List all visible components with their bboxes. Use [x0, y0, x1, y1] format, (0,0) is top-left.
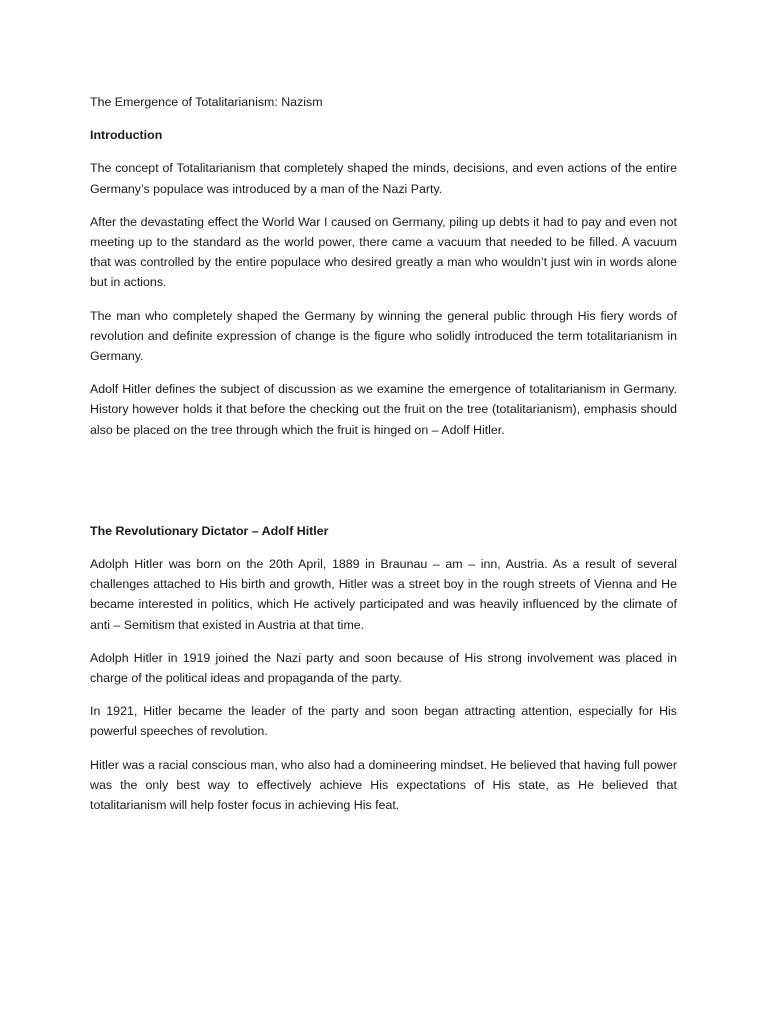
paragraph: Hitler was a racial conscious man, who also had a domineering mindset. He believed that having full power was the only best way to effectively achieve His expectations of His state, as He believed that totalitarianism will help foster focus in achieving His feat.: [90, 757, 677, 813]
paragraph: After the devastating effect the World War I caused on Germany, piling up debts it had to pay and even not meeting up to the standard as the world power, there came a vacuum that needed to be filled. A vacuum that was controlled by the entire populace who desired greatly a man who wouldn’t just win in words alone but in actions.: [90, 214, 677, 290]
document-body: [90, 92, 677, 828]
section-heading-revolutionary-dictator: The Revolutionary Dictator – Adolf Hitler: [90, 523, 329, 538]
document-title: The Emergence of Totalitarianism: Nazism: [90, 95, 323, 109]
section-heading-introduction: Introduction: [90, 128, 163, 143]
paragraph: Adolph Hitler was born on the 20th April, 1889 in Braunau – am – inn, Austria. As a result of several challenges attached to His birth and growth, Hitler was a street boy in the rough streets of Vienna and He became interested in politics, which He actively participated and was heavily influenced by the climate of anti – Semitism that existed in Austria at that time.: [90, 557, 677, 632]
section-spacer: [90, 453, 677, 521]
paragraph: Adolph Hitler in 1919 joined the Nazi party and soon because of His strong involvement was placed in charge of the political ideas and propaganda of the party.: [90, 650, 677, 686]
paragraph: The man who completely shaped the Germany by winning the general public through His fiery words of revolution and definite expression of change is the figure who solidly introduced the term totalitarianism in Germany.: [90, 308, 677, 364]
paragraph: Adolf Hitler defines the subject of discussion as we examine the emergence of totalitarianism in Germany. History however holds it that before the checking out the fruit on the tree (totalitarianism), emphasis should also be placed on the tree through which the fruit is hinged on – Adolf Hitler.: [90, 382, 677, 437]
paragraph: The concept of Totalitarianism that completely shaped the minds, decisions, and even actions of the entire Germany’s populace was introduced by a man of the Nazi Party.: [90, 161, 677, 196]
paragraph: In 1921, Hitler became the leader of the party and soon began attracting attention, especially for His powerful speeches of revolution.: [90, 704, 677, 739]
